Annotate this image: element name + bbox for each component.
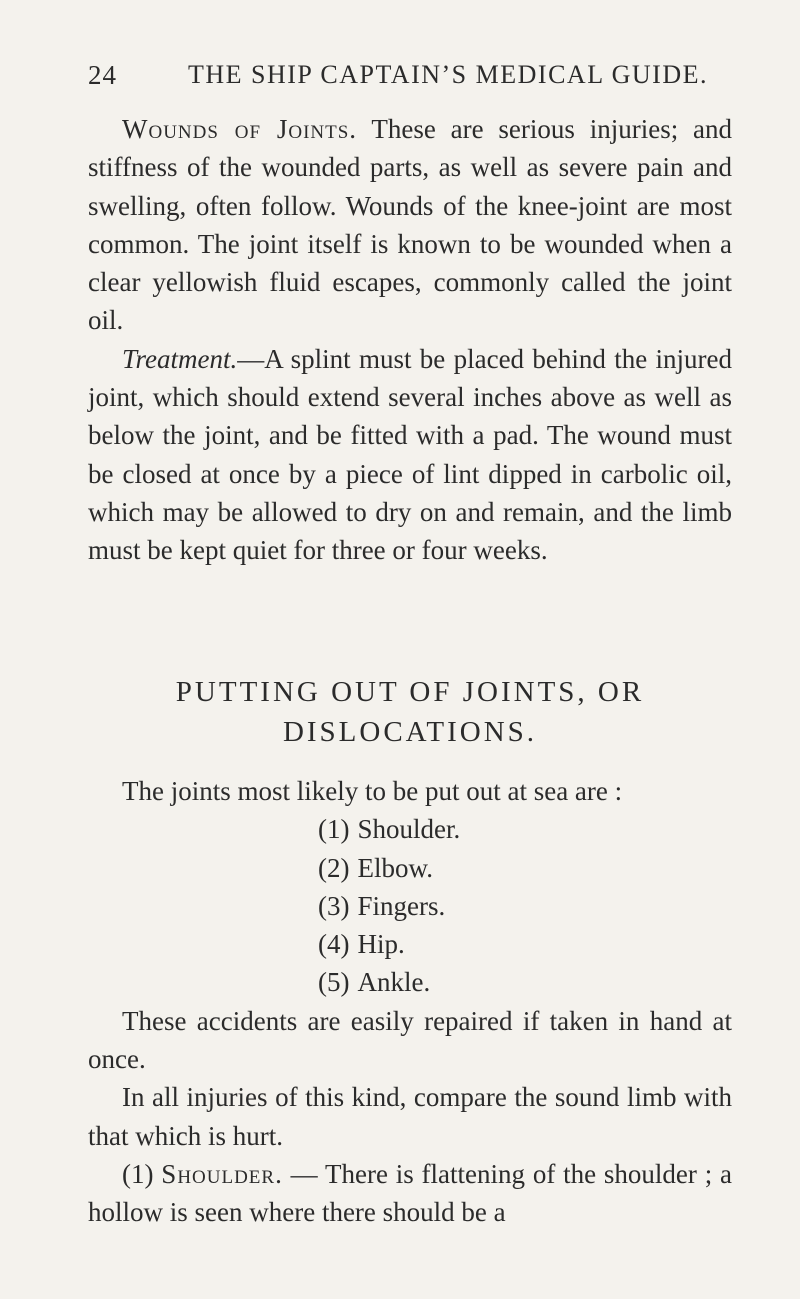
page-number: 24 [88, 60, 117, 90]
paragraph-lead: Wounds of Joints. [122, 114, 358, 144]
paragraph-lead: Treatment. [122, 343, 238, 374]
list-item-number: (4) [318, 929, 350, 960]
running-head [88, 60, 732, 100]
list-item-label: Shoulder. [357, 814, 461, 845]
paragraph-lead: Shoulder. [161, 1158, 283, 1189]
list-item-number: (2) [318, 852, 350, 883]
paragraph-treatment [88, 340, 732, 570]
paragraph-text: These are serious injuries; and stiffness of the wounded parts, as well as severe pain and swelling, often follow. Wounds of the knee-joint are most common. The joint itself is known to be wounded when a clear yellowish fluid escapes, commonly called the joint oil. [88, 114, 732, 336]
paragraph-accidents: These accidents are easily repaired if taken in hand at once. [88, 1005, 732, 1075]
list-item-label: Fingers. [357, 890, 446, 921]
list-item-label: Ankle. [357, 967, 431, 998]
paragraph-number: (1) [122, 1158, 154, 1189]
list-item [88, 925, 732, 963]
joints-list [88, 810, 732, 1001]
body-text-top [88, 110, 732, 570]
list-item [88, 810, 732, 848]
paragraph-compare: In all injuries of this kind, compare the sound limb with that which is hurt. [88, 1082, 732, 1151]
list-item [88, 963, 732, 1001]
list-item-number: (5) [318, 967, 350, 998]
section-heading-line-1: PUTTING OUT OF JOINTS, OR [175, 676, 645, 708]
paragraph-text: —A splint must be placed behind the injured joint, which should extend several inches above as well as below the joint, and be fitted with a pad. The wound must be closed at once by a piece of lint dipped in carbolic oil, which may be allowed to dry on and remain, and the limb must be kept quiet for three or four weeks. [88, 343, 732, 566]
running-title: THE SHIP CAPTAIN’S MEDICAL GUIDE. [188, 60, 708, 89]
list-item-label: Elbow. [357, 852, 433, 883]
list-item [88, 887, 732, 925]
list-item [88, 849, 732, 887]
body-text-bottom [88, 772, 732, 1232]
section-heading-line-2: DISLOCATIONS. [282, 716, 538, 748]
paragraph-shoulder [88, 1155, 732, 1232]
paragraph-wounds-of-joints [88, 110, 732, 340]
paragraph-intro: The joints most likely to be put out at sea are : [122, 776, 623, 806]
list-item-number: (1) [318, 814, 350, 845]
list-item-label: Hip. [357, 929, 405, 960]
list-item-number: (3) [318, 890, 350, 921]
section-heading [88, 672, 732, 752]
paragraph-text: — There is flattening of the shoulder ; a hollow is seen where there should be a [88, 1158, 732, 1228]
